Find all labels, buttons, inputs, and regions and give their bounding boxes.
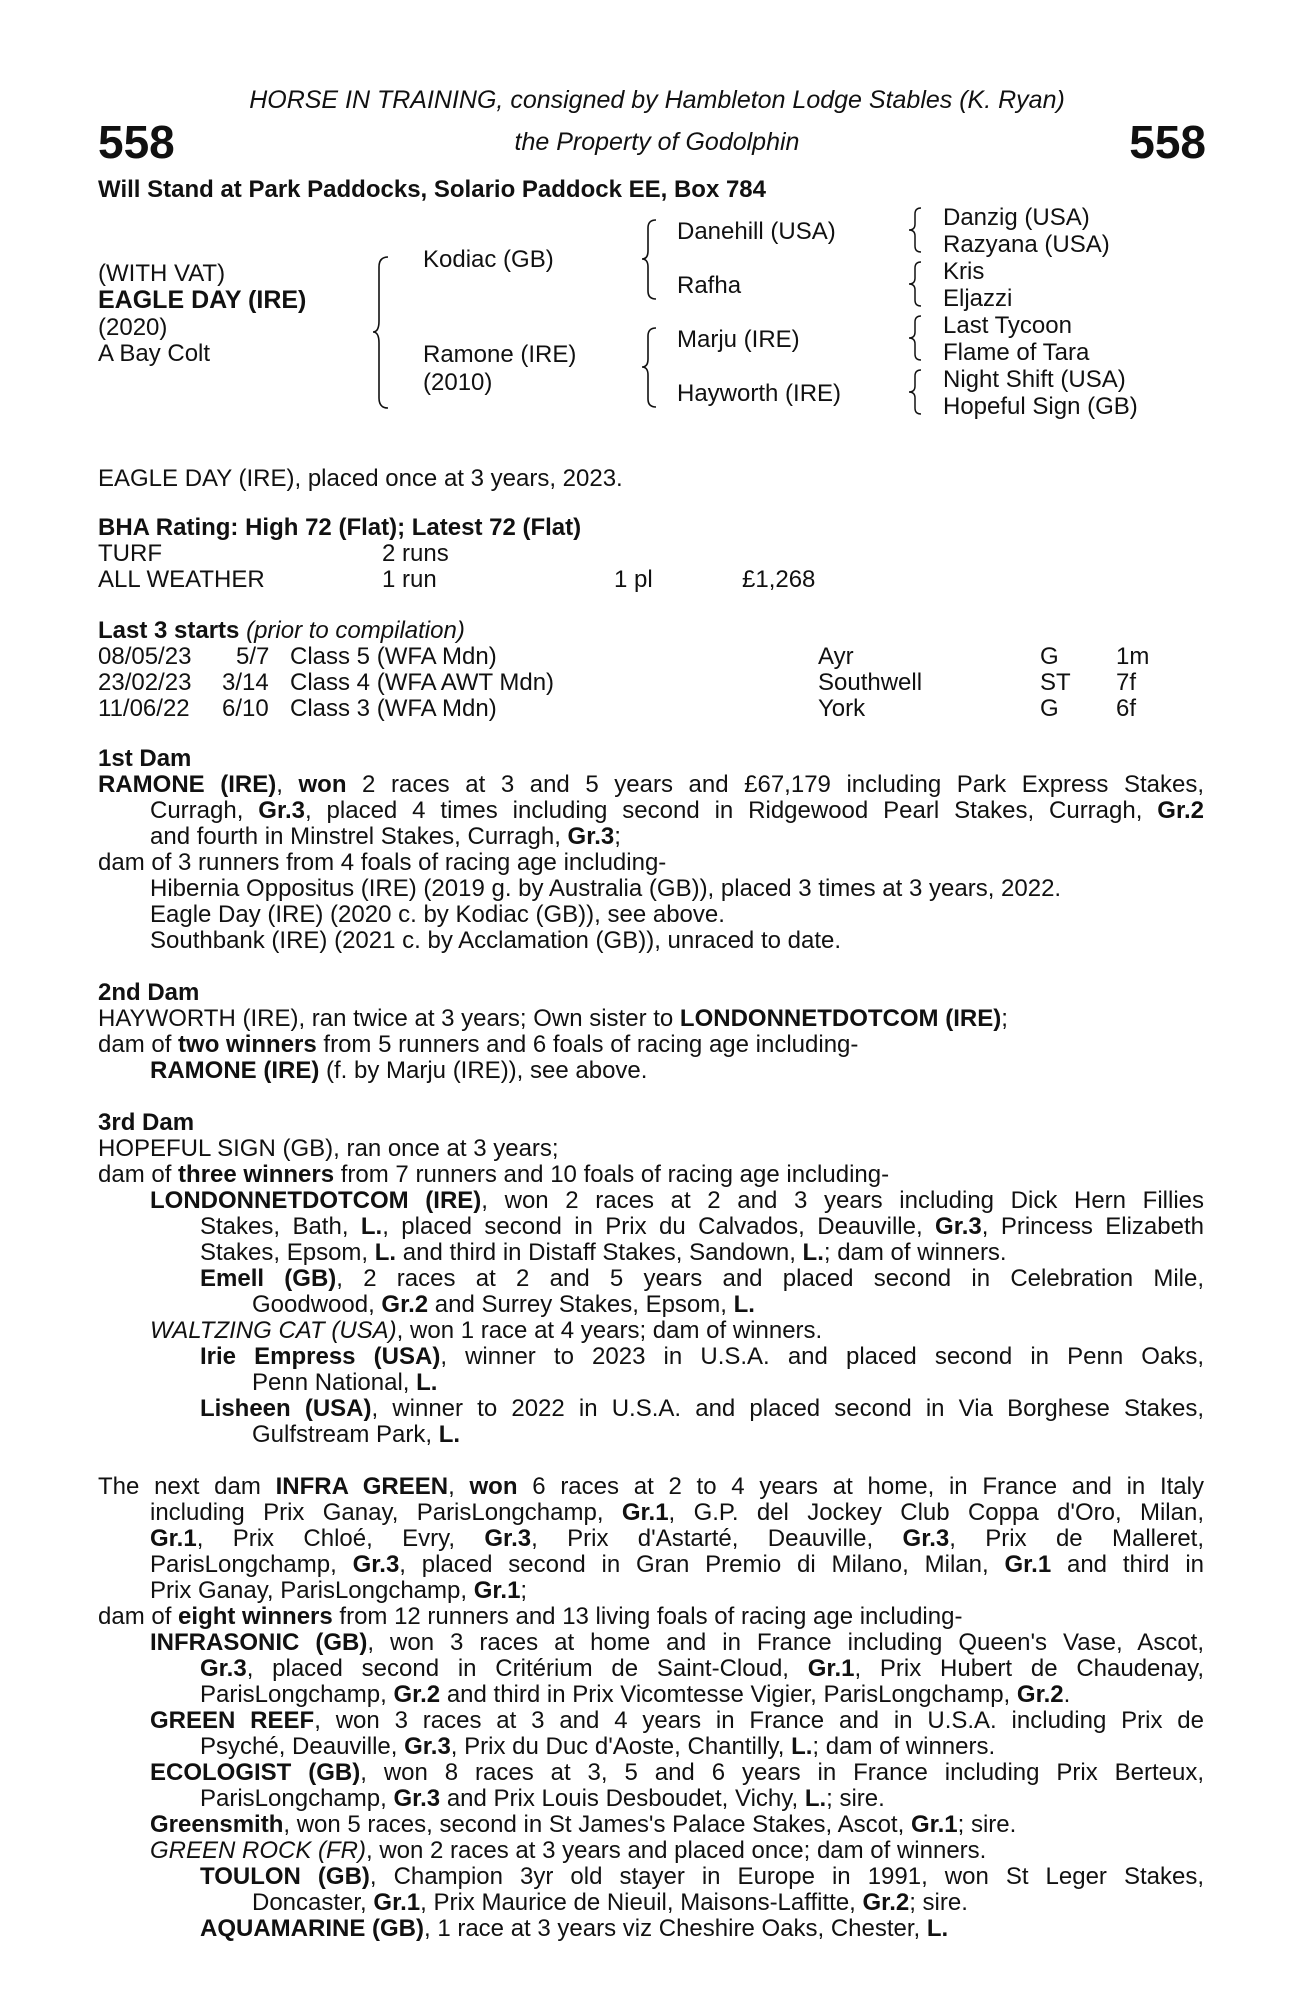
next-dam-line (98, 1604, 962, 1630)
grade: Gr.3 (352, 1551, 400, 1578)
start-distance: 1m (1116, 643, 1150, 670)
text: Penn National, (252, 1369, 417, 1396)
start-distance: 7f (1116, 669, 1137, 696)
text: , Prix Chloé, Evry, (196, 1525, 485, 1552)
start-course: Southwell (818, 669, 923, 696)
next-dam-line (150, 1500, 1204, 1526)
grade: Gr.3 (484, 1525, 532, 1552)
gen3-3: Kris (943, 258, 985, 285)
dam-dam: Hayworth (IRE) (677, 380, 842, 407)
next-dam-line (150, 1578, 527, 1604)
text: dam of (98, 1031, 179, 1058)
start-going: ST (1040, 669, 1071, 696)
third-dam-line (252, 1370, 437, 1396)
horse-name: Emell (GB) (200, 1265, 337, 1292)
third-dam-line (252, 1422, 460, 1448)
start-course: York (818, 695, 866, 722)
text: , placed second in Gran Premio di Milano, Milan, (399, 1551, 1005, 1578)
grade: Gr.3 (258, 797, 305, 824)
text: , won 1 race at 4 years; dam of winners. (396, 1317, 823, 1344)
next-dam-line (150, 1708, 1204, 1734)
text: , won 3 races at home and in France including Queen's Vase, Ascot, (367, 1629, 1204, 1656)
text: including Prix Ganay, ParisLongchamp, (150, 1499, 622, 1526)
text: Prix Ganay, ParisLongchamp, (150, 1577, 474, 1604)
start-course: Ayr (818, 643, 854, 670)
next-dam-line (150, 1630, 1204, 1656)
text: ; (520, 1577, 528, 1604)
horse-name: Irie Empress (USA) (200, 1343, 441, 1370)
text: , winner to 2023 in U.S.A. and placed second in Penn Oaks, (440, 1343, 1204, 1370)
pedigree-brace-3b (907, 260, 923, 308)
grade: L. (926, 1915, 949, 1942)
grade: Gr.2 (393, 1681, 441, 1708)
horse-description: A Bay Colt (98, 340, 211, 367)
text: Stakes, Epsom, (200, 1239, 375, 1266)
pedigree-brace-3a (907, 206, 923, 254)
gen3-4: Eljazzi (943, 285, 1013, 312)
start-going: G (1040, 643, 1059, 670)
grade: Gr.2 (862, 1889, 910, 1916)
pedigree-brace-dam (641, 326, 659, 411)
grade: L. (802, 1239, 824, 1266)
start-date: 08/05/23 (98, 643, 192, 670)
text: The next dam (98, 1473, 276, 1500)
dam-year: (2010) (423, 369, 493, 396)
surface: TURF (98, 540, 162, 567)
next-dam-line (200, 1864, 1204, 1890)
third-dam-line (150, 1188, 1204, 1214)
start-date: 11/06/22 (98, 695, 190, 722)
text: ; dam of winners. (812, 1733, 996, 1760)
grade: Gr.2 (381, 1291, 429, 1318)
text: HAYWORTH (IRE), ran twice at 3 years; Own sister to (98, 1005, 680, 1032)
grade: Gr.1 (807, 1655, 855, 1682)
next-dam-line (200, 1682, 1070, 1708)
text: ParisLongchamp, (200, 1785, 394, 1812)
third-dam-line (200, 1344, 1204, 1370)
horse-name: GREEN REEF (150, 1707, 315, 1734)
text: , won 8 races at 3, 5 and 6 years in France including Prix Berteux, (360, 1759, 1205, 1786)
grade: Gr.3 (935, 1213, 982, 1240)
sire-dam: Rafha (677, 272, 742, 299)
first-dam-line (150, 824, 621, 850)
first-dam-line (98, 772, 1204, 798)
next-dam-line (98, 1474, 1204, 1500)
horse-name: INFRASONIC (GB) (150, 1629, 368, 1656)
pedigree-brace-main (372, 255, 392, 410)
pedigree-brace-3c (907, 314, 923, 362)
grade: Gr.1 (621, 1499, 669, 1526)
runs: 1 run (382, 566, 437, 593)
text: , Prix d'Astarté, Deauville, (531, 1525, 903, 1552)
grade: Gr.3 (567, 823, 615, 850)
text: , placed second in Prix du Calvados, Deauville, (382, 1213, 936, 1240)
won-label: won (298, 771, 347, 798)
text: and third in Distaff Stakes, Sandown, (396, 1239, 803, 1266)
text: (f. by Marju (IRE)), see above. (319, 1057, 648, 1084)
dam-sire: Marju (IRE) (677, 326, 800, 353)
start-position: 5/7 (236, 643, 270, 670)
next-dam-line (200, 1916, 948, 1942)
race-summary: EAGLE DAY (IRE), placed once at 3 years, 2023. (98, 465, 623, 492)
text: , winner to 2022 in U.S.A. and placed second in Via Borghese Stakes, (371, 1395, 1204, 1422)
gen3-1: Danzig (USA) (943, 204, 1090, 231)
horse-name: LONDONNETDOTCOM (IRE) (679, 1005, 1002, 1032)
grade: L. (374, 1239, 397, 1266)
text: ; sire. (826, 1785, 885, 1812)
horse-name: Greensmith (150, 1811, 284, 1838)
gen3-6: Flame of Tara (943, 339, 1090, 366)
second-dam-line (98, 1006, 1008, 1032)
first-dam-produce: dam of 3 runners from 4 foals of racing age including- (98, 849, 667, 876)
horse-name: INFRA GREEN (275, 1473, 449, 1500)
text: 2 races at 3 and 5 years and £67,179 including Park Express Stakes, (346, 771, 1204, 798)
text: , placed second in Critérium de Saint-Cloud, (246, 1655, 808, 1682)
text: , Prix Maurice de Nieuil, Maisons-Laffitte, (420, 1889, 863, 1916)
text: , (448, 1473, 470, 1500)
horse-name: ECOLOGIST (GB) (150, 1759, 361, 1786)
text: Psyché, Deauville, (200, 1733, 405, 1760)
grade: Gr.3 (393, 1785, 441, 1812)
grade: L. (733, 1291, 755, 1318)
start-position: 3/14 (222, 669, 269, 696)
runs: 2 runs (382, 540, 449, 567)
text: and Prix Louis Desboudet, Vichy, (440, 1785, 805, 1812)
grade: Gr.1 (1004, 1551, 1052, 1578)
bha-rating: BHA Rating: High 72 (Flat); Latest 72 (Flat) (98, 514, 582, 541)
gen3-7: Night Shift (USA) (943, 366, 1126, 393)
third-dam-line: HOPEFUL SIGN (GB), ran once at 3 years; (98, 1135, 559, 1162)
pedigree-brace-sire (641, 218, 659, 303)
text: ; dam of winners. (823, 1239, 1007, 1266)
next-dam-line (252, 1890, 968, 1916)
grade: L. (360, 1213, 383, 1240)
grade: Gr.1 (150, 1525, 197, 1552)
start-position: 6/10 (222, 695, 269, 722)
text: ; sire. (909, 1889, 968, 1916)
next-dam-line (200, 1656, 1204, 1682)
next-dam-line (150, 1838, 986, 1864)
earnings: £1,268 (742, 566, 816, 593)
text: . (1063, 1681, 1071, 1708)
produce-item: Southbank (IRE) (2021 c. by Acclamation (GB)), unraced to date. (150, 927, 842, 954)
first-dam-heading: 1st Dam (98, 745, 192, 772)
horse-year: (2020) (98, 314, 168, 341)
consignor-line: HORSE IN TRAINING, consigned by Hambleton Lodge Stables (K. Ryan) (249, 86, 1065, 114)
third-dam-line (252, 1292, 755, 1318)
gen3-2: Razyana (USA) (943, 231, 1110, 258)
text: and fourth in Minstrel Stakes, Curragh, (150, 823, 568, 850)
second-dam-line (150, 1058, 647, 1084)
horse-name: EAGLE DAY (IRE) (98, 286, 307, 314)
grade: Gr.1 (910, 1811, 958, 1838)
start-race: Class 5 (WFA Mdn) (290, 643, 497, 670)
next-dam-line (200, 1786, 885, 1812)
placed: 1 pl (614, 566, 653, 593)
text: dam of (98, 1603, 179, 1630)
grade: Gr.1 (473, 1577, 521, 1604)
text: , 2 races at 2 and 5 years and placed second in Celebration Mile, (336, 1265, 1205, 1292)
text: Stakes, Bath, (200, 1213, 361, 1240)
next-dam-line (150, 1760, 1204, 1786)
text: , 1 race at 3 years viz Cheshire Oaks, Chester, (423, 1915, 927, 1942)
text: , G.P. del Jockey Club Coppa d'Oro, Milan, (668, 1499, 1205, 1526)
vat-note: (WITH VAT) (98, 260, 226, 287)
text: , Prix de Malleret, (949, 1525, 1205, 1552)
last-starts-note: (prior to compilation) (246, 617, 465, 644)
grade: Gr.2 (1016, 1681, 1064, 1708)
gen3-5: Last Tycoon (943, 312, 1072, 339)
gen3-8: Hopeful Sign (GB) (943, 393, 1138, 420)
horse-name: Lisheen (USA) (200, 1395, 372, 1422)
lot-number-right: 558 (1129, 116, 1206, 168)
text: , Prix du Duc d'Aoste, Chantilly, (450, 1733, 792, 1760)
third-dam-line (98, 1162, 889, 1188)
text: , Princess Elizabeth (981, 1213, 1204, 1240)
text: and third in Prix Vicomtesse Vigier, ParisLongchamp, (440, 1681, 1017, 1708)
text: , won 2 races at 2 and 3 years including Dick Hern Fillies (481, 1187, 1204, 1214)
grade: Gr.2 (1157, 797, 1204, 824)
sire-name: Kodiac (GB) (423, 246, 554, 273)
next-dam-line (150, 1552, 1204, 1578)
next-dam-line (150, 1526, 1204, 1552)
grade: L. (791, 1733, 813, 1760)
third-dam-line (200, 1396, 1204, 1422)
grade: Gr.1 (373, 1889, 421, 1916)
text: ; (1001, 1005, 1008, 1032)
text: and third in (1051, 1551, 1205, 1578)
text: , Champion 3yr old stayer in Europe in 1991, won St Leger Stakes, (369, 1863, 1204, 1890)
winners-count: eight winners (178, 1603, 333, 1630)
text: Goodwood, (252, 1291, 382, 1318)
grade: Gr.3 (902, 1525, 950, 1552)
horse-name: GREEN ROCK (FR) (150, 1837, 366, 1864)
dam-name: Ramone (IRE) (423, 341, 577, 368)
grade: Gr.3 (404, 1733, 451, 1760)
grade: L. (416, 1369, 438, 1396)
grade: Gr.3 (200, 1655, 247, 1682)
text: Curragh, (150, 797, 259, 824)
text: from 5 runners and 6 foals of racing age including- (316, 1031, 859, 1058)
sire-sire: Danehill (USA) (677, 218, 836, 245)
text: , won 5 races, second in St James's Palace Stakes, Ascot, (283, 1811, 911, 1838)
lot-number-left: 558 (98, 116, 175, 168)
last-starts-heading (98, 617, 465, 645)
text: ; sire. (957, 1811, 1017, 1838)
text: , Prix Hubert de Chaudenay, (854, 1655, 1204, 1682)
start-race: Class 4 (WFA AWT Mdn) (290, 669, 555, 696)
produce-item: Hibernia Oppositus (IRE) (2019 g. by Australia (GB)), placed 3 times at 3 years, 2022. (150, 875, 1062, 902)
horse-name: TOULON (GB) (200, 1863, 370, 1890)
text: from 12 runners and 13 living foals of racing age including- (332, 1603, 963, 1630)
text: 6 races at 2 to 4 years at home, in France and in Italy (517, 1473, 1204, 1500)
text: ParisLongchamp, (200, 1681, 394, 1708)
third-dam-line (200, 1214, 1204, 1240)
text: ; (614, 823, 621, 850)
third-dam-line (150, 1318, 822, 1344)
horse-name: WALTZING CAT (USA) (150, 1317, 397, 1344)
owner-line: the Property of Godolphin (514, 128, 800, 156)
produce-item: Eagle Day (IRE) (2020 c. by Kodiac (GB)), see above. (150, 901, 725, 928)
text: , placed 4 times including second in Ridgewood Pearl Stakes, Curragh, (304, 797, 1158, 824)
grade: L. (804, 1785, 827, 1812)
text: ParisLongchamp, (150, 1551, 353, 1578)
third-dam-line (200, 1266, 1204, 1292)
pedigree-brace-3d (907, 368, 923, 416)
second-dam-heading: 2nd Dam (98, 979, 200, 1006)
start-date: 23/02/23 (98, 669, 192, 696)
next-dam-line (200, 1734, 995, 1760)
next-dam-line (150, 1812, 1016, 1838)
text: , won 2 races at 3 years and placed once; dam of winners. (366, 1837, 987, 1864)
winners-count: two winners (178, 1031, 317, 1058)
start-going: G (1040, 695, 1059, 722)
won-label: won (469, 1473, 518, 1500)
surface: ALL WEATHER (98, 566, 265, 593)
dam-name: RAMONE (IRE) (98, 771, 277, 798)
first-dam-line (150, 798, 1204, 824)
start-distance: 6f (1116, 695, 1137, 722)
stand-location: Will Stand at Park Paddocks, Solario Paddock EE, Box 784 (98, 176, 767, 203)
third-dam-heading: 3rd Dam (98, 1109, 195, 1136)
text: Doncaster, (252, 1889, 374, 1916)
start-race: Class 3 (WFA Mdn) (290, 695, 497, 722)
text: Gulfstream Park, (252, 1421, 439, 1448)
second-dam-line (98, 1032, 858, 1058)
horse-name: LONDONNETDOTCOM (IRE) (150, 1187, 482, 1214)
text: , (276, 771, 299, 798)
horse-name: AQUAMARINE (GB) (200, 1915, 424, 1942)
horse-name: RAMONE (IRE) (150, 1057, 320, 1084)
text: dam of (98, 1161, 179, 1188)
text: , won 3 races at 3 and 4 years in France and in U.S.A. including Prix de (314, 1707, 1204, 1734)
text: and Surrey Stakes, Epsom, (428, 1291, 734, 1318)
grade: L. (438, 1421, 461, 1448)
third-dam-line (200, 1240, 1007, 1266)
winners-count: three winners (178, 1161, 335, 1188)
text: from 7 runners and 10 foals of racing age including- (334, 1161, 890, 1188)
last-starts-title: Last 3 starts (98, 617, 240, 644)
